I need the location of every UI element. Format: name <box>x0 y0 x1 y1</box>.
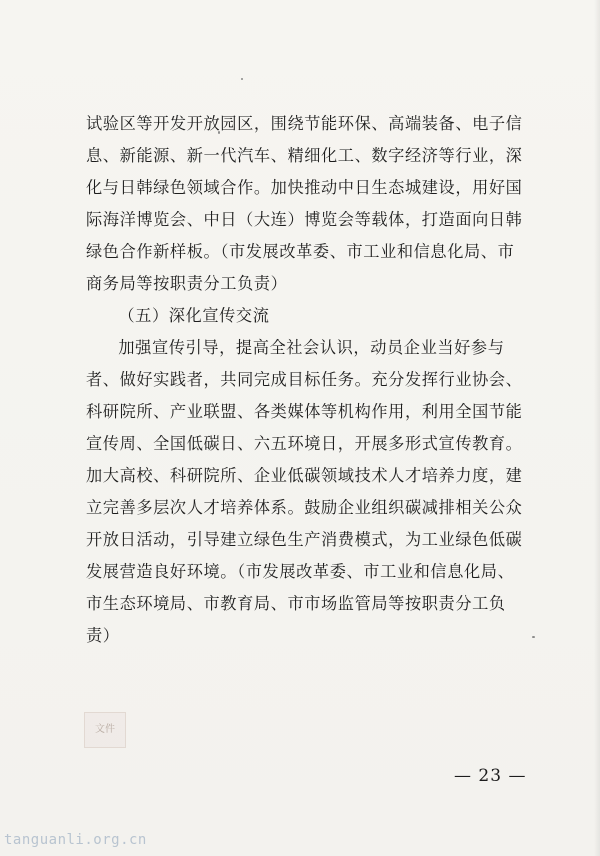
paragraph-publicity: 加强宣传引导，提高全社会认识，动员企业当好参与者、做好实践者，共同完成目标任务。充分发挥行业协会、科研院所、产业联盟、各类媒体等机构作用，利用全国节能宣传周、全国低碳日、六五环境日，开展多形式宣传教育。加大高校、科研院所、企业低碳领域技术人才培养力度，建立完善多层次人才培养体系。鼓励企业组织碳减排相关公众开放日活动，引导建立绿色生产消费模式，为工业绿色低碳发展营造良好环境。（市发展改革委、市工业和信息化局、市生态环境局、市教育局、市市场监管局等按职责分工负责） <box>86 338 523 645</box>
scan-speck <box>532 636 535 638</box>
scan-speck <box>241 78 243 80</box>
page-edge-shadow <box>594 0 600 856</box>
page-number: — 23 — <box>454 766 527 786</box>
document-body <box>86 108 526 652</box>
faded-stamp: 文件 <box>84 712 126 748</box>
site-watermark: tanguanli.org.cn <box>4 832 147 848</box>
section-heading: （五）深化宣传交流 <box>118 306 270 325</box>
paragraph-continuation: 试验区等开发开放园区，围绕节能环保、高端装备、电子信息、新能源、新一代汽车、精细化工、数字经济等行业，深化与日韩绿色领域合作。加快推动中日生态城建设，用好国际海洋博览会、中日（大连）博览会等载体，打造面向日韩绿色合作新样板。（市发展改革委、市工业和信息化局、市商务局等按职责分工负责） <box>86 114 523 293</box>
